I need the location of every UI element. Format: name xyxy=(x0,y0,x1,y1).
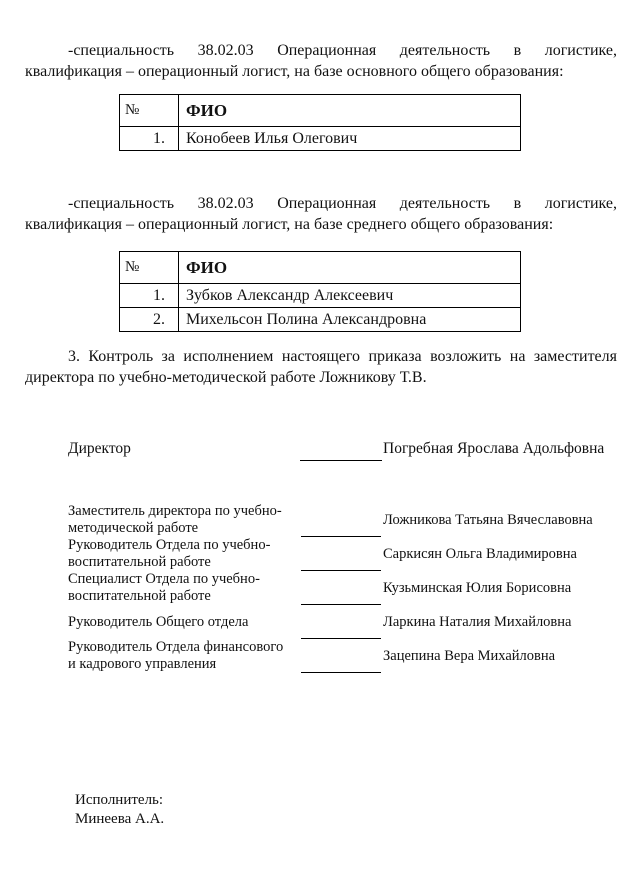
students-table-basic xyxy=(119,94,521,151)
paragraph-line: квалификация – операционный логист, на базе среднего общего образования: xyxy=(25,216,554,233)
director-signature-row xyxy=(25,438,617,461)
signature-line-col xyxy=(301,537,381,571)
official-name: Кузьминская Юлия Борисовна xyxy=(383,579,572,596)
director-name: Погребная Ярослава Адольфовна xyxy=(383,440,605,457)
row-name: Конобеев Илья Олегович xyxy=(179,127,521,151)
paragraph-line: -специальность 38.02.03 Операционная деятельность в логистике, xyxy=(68,42,617,59)
official-title: Руководитель Общего отдела xyxy=(68,613,249,630)
row-number: 1. xyxy=(120,127,179,151)
director-signature-line-col xyxy=(300,460,382,461)
official-title: Заместитель директора по учебно- методической работе xyxy=(68,503,282,536)
executor-name: Минеева А.А. xyxy=(75,811,165,827)
signature-line-col xyxy=(301,605,381,639)
official-title: Руководитель Отдела финансового и кадрового управления xyxy=(68,639,284,672)
official-name: Ларкина Наталия Михайловна xyxy=(383,613,572,630)
paragraph-line: 3. Контроль за исполнением настоящего приказа возложить на заместителя xyxy=(68,348,617,365)
table-header-fio: ФИО xyxy=(179,95,521,127)
signature-line-col xyxy=(301,571,381,605)
signature-line xyxy=(300,460,382,461)
signature-row xyxy=(25,605,617,639)
row-name: Михельсон Полина Александровна xyxy=(179,308,521,332)
signature-line xyxy=(301,672,381,673)
row-number: 1. xyxy=(120,284,179,308)
students-table-secondary xyxy=(119,251,521,332)
signature-row xyxy=(25,503,617,537)
director-title: Директор xyxy=(68,440,131,457)
official-name: Саркисян Ольга Владимировна xyxy=(383,545,577,562)
table-row xyxy=(120,284,521,308)
paragraph-line: директора по учебно-методической работе Ложникову Т.В. xyxy=(25,369,427,386)
official-name: Ложникова Татьяна Вячеславовна xyxy=(383,511,593,528)
table-header-row xyxy=(120,252,521,284)
paragraph-line: -специальность 38.02.03 Операционная деятельность в логистике, xyxy=(68,195,617,212)
officials-signature-block xyxy=(25,503,617,673)
row-name: Зубков Александр Алексеевич xyxy=(179,284,521,308)
paragraph-line: квалификация – операционный логист, на базе основного общего образования: xyxy=(25,63,564,80)
row-number: 2. xyxy=(120,308,179,332)
signature-line-col xyxy=(301,503,381,537)
table-header-fio: ФИО xyxy=(179,252,521,284)
table-row xyxy=(120,127,521,151)
signature-line-col xyxy=(301,639,381,673)
signature-row xyxy=(25,571,617,605)
official-title: Специалист Отдела по учебно- воспитательной работе xyxy=(68,571,260,604)
table-header-num: № xyxy=(120,95,179,127)
signature-row xyxy=(25,537,617,571)
paragraph-specialty-basic xyxy=(25,40,617,82)
official-name: Зацепина Вера Михайловна xyxy=(383,647,556,664)
table-header-row xyxy=(120,95,521,127)
official-title: Руководитель Отдела по учебно- воспитательной работе xyxy=(68,537,271,570)
table-row xyxy=(120,308,521,332)
table-header-num: № xyxy=(120,252,179,284)
paragraph-specialty-secondary xyxy=(25,193,617,235)
executor-label: Исполнитель: xyxy=(75,792,164,808)
executor-block xyxy=(25,791,617,829)
paragraph-control xyxy=(25,346,617,388)
signature-row xyxy=(25,639,617,673)
